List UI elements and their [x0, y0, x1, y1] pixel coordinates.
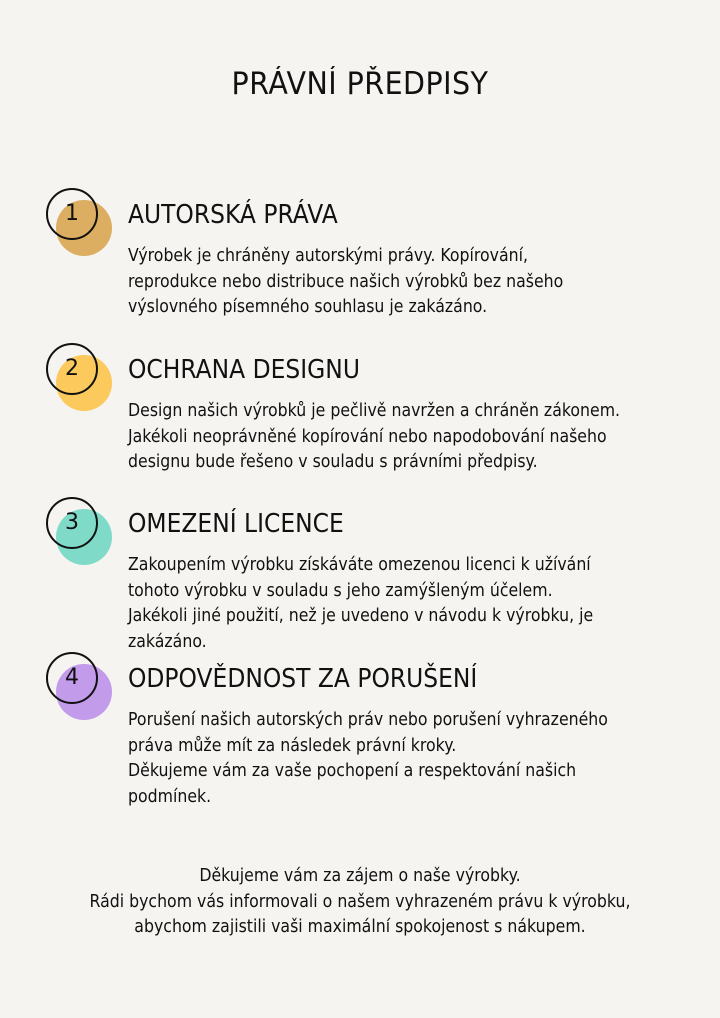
footer-line: Děkujeme vám za zájem o naše výrobky. — [199, 866, 521, 886]
section-number-badge — [46, 497, 112, 565]
footer-note — [0, 864, 720, 941]
section-number: 3 — [65, 510, 79, 535]
section-body-line: podmínek. — [128, 786, 212, 807]
section-body-line: Design našich výrobků je pečlivě navržen a chráněn zákonem. — [128, 401, 621, 421]
section-number: 2 — [65, 356, 79, 381]
section-body-line: Jakékoli neoprávněné kopírování nebo napodobování našeho — [128, 426, 607, 447]
section-body — [128, 708, 668, 810]
section-heading: ODPOVĚDNOST ZA PORUŠENÍ — [128, 664, 478, 694]
section-body-line: Porušení našich autorských práv nebo porušení vyhrazeného — [128, 710, 608, 730]
section-body — [128, 553, 668, 655]
section-heading: OMEZENÍ LICENCE — [128, 509, 344, 539]
section-body-line: Jakékoli jiné použití, než je uvedeno v návodu k výrobku, je — [128, 606, 594, 626]
footer-line: abychom zajistili vaši maximální spokojenost s nákupem. — [134, 917, 586, 937]
section-body-line: Výrobek je chráněny autorskými právy. Kopírování, — [128, 246, 529, 266]
section-number: 1 — [65, 201, 79, 226]
section-body-line: designu bude řešeno v souladu s právními předpisy. — [128, 452, 538, 472]
section-heading: OCHRANA DESIGNU — [128, 355, 360, 385]
section-heading: AUTORSKÁ PRÁVA — [128, 200, 338, 230]
section-body-line: výslovného písemného souhlasu je zakázáno. — [128, 297, 488, 317]
section-body-line: Děkujeme vám za vaše pochopení a respektování našich — [128, 761, 577, 781]
section-body-line: Zakoupením výrobku získáváte omezenou licenci k užívání — [128, 555, 591, 575]
section-number-badge — [46, 188, 112, 256]
section-number-badge — [46, 652, 112, 720]
section-number: 4 — [65, 665, 79, 690]
section-body — [128, 244, 668, 321]
section-body — [128, 399, 668, 476]
footer-line: Rádi bychom vás informovali o našem vyhrazeném právu k výrobku, — [89, 891, 631, 912]
section-body-line: práva může mít za následek právní kroky. — [128, 735, 457, 756]
section-body-line: zakázáno. — [128, 631, 207, 652]
section-body-line: reprodukce nebo distribuce našich výrobků bez našeho — [128, 271, 564, 292]
page-title: PRÁVNÍ PŘEDPISY — [231, 66, 489, 102]
section-body-line: tohoto výrobku v souladu s jeho zamýšleným účelem. — [128, 580, 553, 601]
section-number-badge — [46, 343, 112, 411]
